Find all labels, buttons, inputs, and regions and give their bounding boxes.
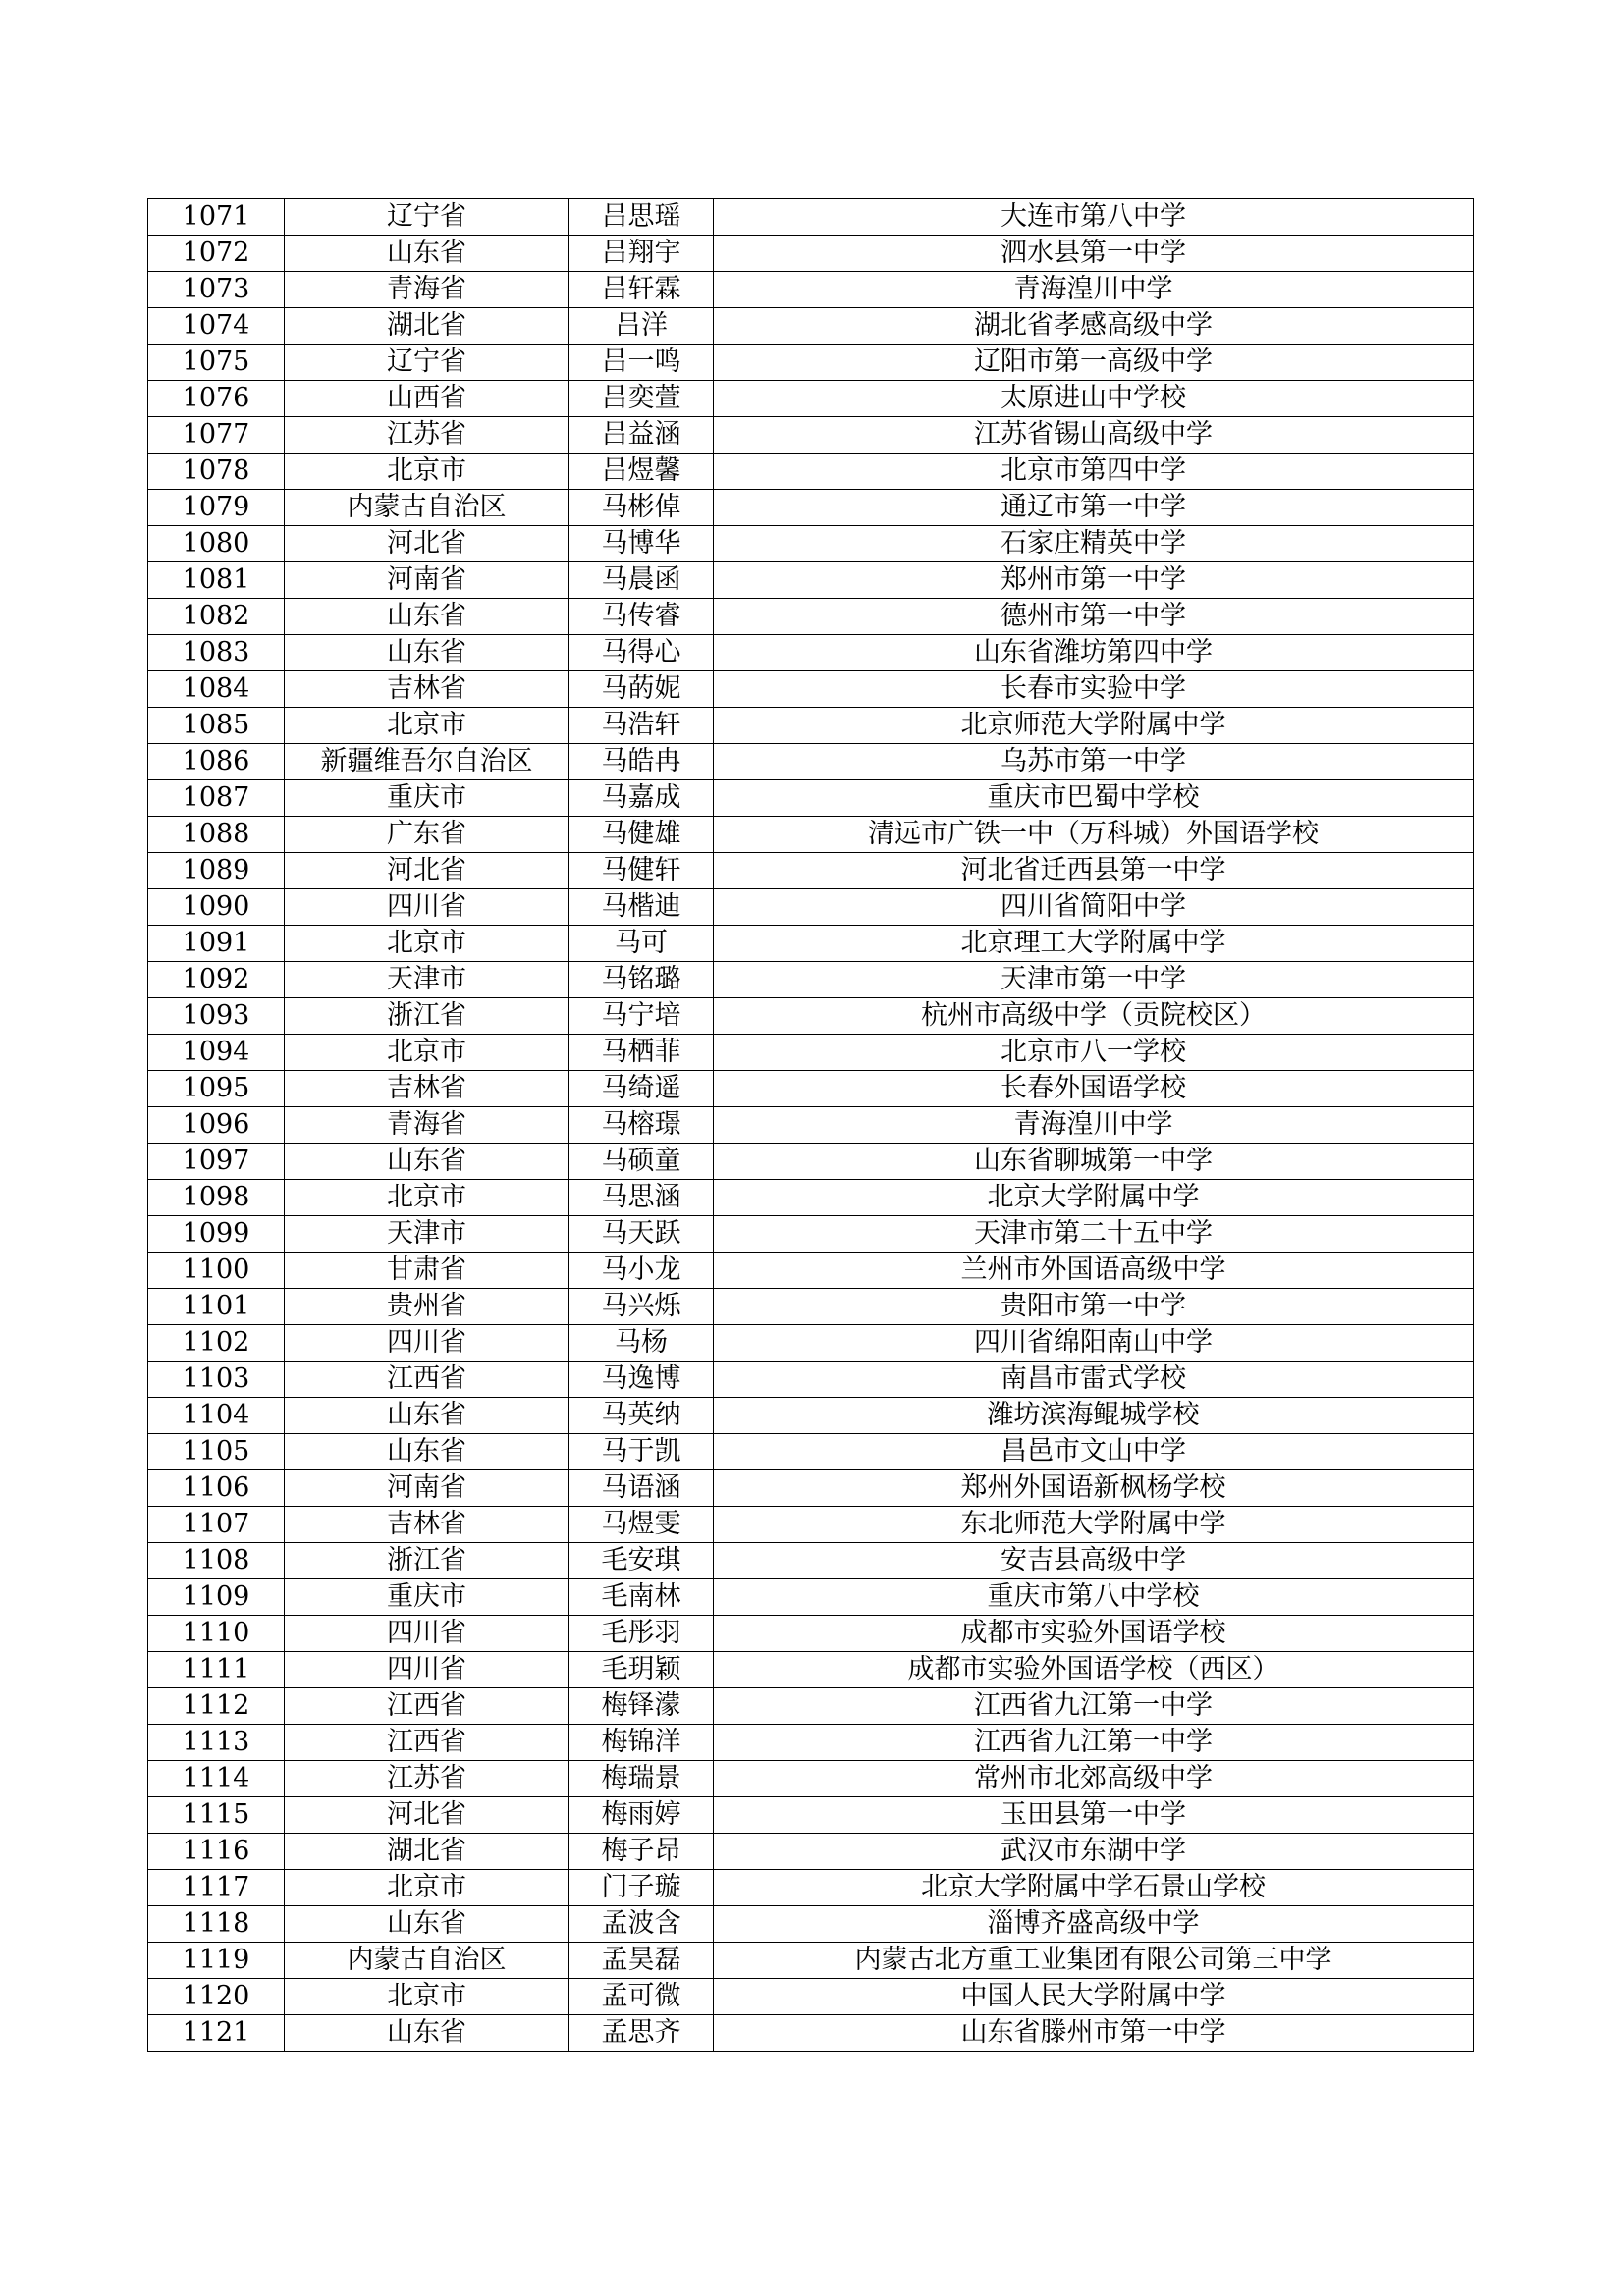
row-number-cell: 1101 [148, 1289, 285, 1325]
school-cell: 杭州市高级中学（贡院校区） [714, 998, 1474, 1035]
province-cell: 北京市 [285, 1180, 569, 1216]
student-name-cell: 毛安琪 [569, 1543, 714, 1579]
school-cell: 贵阳市第一中学 [714, 1289, 1474, 1325]
student-name-cell: 马健雄 [569, 817, 714, 853]
province-cell: 江西省 [285, 1688, 569, 1725]
row-number-cell: 1085 [148, 708, 285, 744]
row-number-cell: 1116 [148, 1834, 285, 1870]
school-cell: 天津市第二十五中学 [714, 1216, 1474, 1253]
school-cell: 北京市第四中学 [714, 454, 1474, 490]
province-cell: 青海省 [285, 272, 569, 308]
province-cell: 吉林省 [285, 671, 569, 708]
student-name-cell: 梅子昂 [569, 1834, 714, 1870]
row-number-cell: 1078 [148, 454, 285, 490]
province-cell: 山东省 [285, 2015, 569, 2052]
student-name-cell: 马嘉成 [569, 780, 714, 817]
province-cell: 山东省 [285, 1906, 569, 1943]
table-row [148, 417, 1474, 454]
student-name-cell: 吕洋 [569, 308, 714, 345]
student-name-cell: 孟思齐 [569, 2015, 714, 2052]
table-row [148, 1870, 1474, 1906]
table-row [148, 236, 1474, 272]
row-number-cell: 1081 [148, 562, 285, 599]
school-cell: 山东省聊城第一中学 [714, 1144, 1474, 1180]
row-number-cell: 1077 [148, 417, 285, 454]
school-cell: 东北师范大学附属中学 [714, 1507, 1474, 1543]
school-cell: 武汉市东湖中学 [714, 1834, 1474, 1870]
row-number-cell: 1071 [148, 199, 285, 236]
province-cell: 四川省 [285, 1652, 569, 1688]
school-cell: 山东省潍坊第四中学 [714, 635, 1474, 671]
row-number-cell: 1096 [148, 1107, 285, 1144]
school-cell: 泗水县第一中学 [714, 236, 1474, 272]
table-row [148, 1398, 1474, 1434]
student-name-cell: 马英纳 [569, 1398, 714, 1434]
row-number-cell: 1073 [148, 272, 285, 308]
province-cell: 重庆市 [285, 1579, 569, 1616]
table-row [148, 1253, 1474, 1289]
row-number-cell: 1119 [148, 1943, 285, 1979]
province-cell: 山东省 [285, 1434, 569, 1470]
student-name-cell: 马彬倬 [569, 490, 714, 526]
province-cell: 贵州省 [285, 1289, 569, 1325]
province-cell: 重庆市 [285, 780, 569, 817]
student-name-cell: 马兴烁 [569, 1289, 714, 1325]
student-name-cell: 吕益涵 [569, 417, 714, 454]
school-cell: 四川省简阳中学 [714, 889, 1474, 926]
school-cell: 长春市实验中学 [714, 671, 1474, 708]
student-name-cell: 马宁培 [569, 998, 714, 1035]
row-number-cell: 1093 [148, 998, 285, 1035]
table-row [148, 526, 1474, 562]
student-name-cell: 吕奕萱 [569, 381, 714, 417]
school-cell: 辽阳市第一高级中学 [714, 345, 1474, 381]
student-name-cell: 马传睿 [569, 599, 714, 635]
student-name-cell: 马菂妮 [569, 671, 714, 708]
row-number-cell: 1072 [148, 236, 285, 272]
student-name-cell: 马煜雯 [569, 1507, 714, 1543]
school-cell: 湖北省孝感高级中学 [714, 308, 1474, 345]
school-cell: 玉田县第一中学 [714, 1797, 1474, 1834]
province-cell: 河南省 [285, 1470, 569, 1507]
table-row [148, 889, 1474, 926]
school-cell: 淄博齐盛高级中学 [714, 1906, 1474, 1943]
table-row [148, 1906, 1474, 1943]
province-cell: 湖北省 [285, 308, 569, 345]
student-name-cell: 吕煜馨 [569, 454, 714, 490]
row-number-cell: 1113 [148, 1725, 285, 1761]
row-number-cell: 1094 [148, 1035, 285, 1071]
student-name-cell: 毛玥颖 [569, 1652, 714, 1688]
student-name-cell: 吕翔宇 [569, 236, 714, 272]
row-number-cell: 1103 [148, 1362, 285, 1398]
row-number-cell: 1095 [148, 1071, 285, 1107]
school-cell: 内蒙古北方重工业集团有限公司第三中学 [714, 1943, 1474, 1979]
table-row [148, 1325, 1474, 1362]
row-number-cell: 1109 [148, 1579, 285, 1616]
school-cell: 常州市北郊高级中学 [714, 1761, 1474, 1797]
row-number-cell: 1089 [148, 853, 285, 889]
table-row [148, 1761, 1474, 1797]
province-cell: 浙江省 [285, 1543, 569, 1579]
row-number-cell: 1090 [148, 889, 285, 926]
school-cell: 青海湟川中学 [714, 272, 1474, 308]
school-cell: 太原进山中学校 [714, 381, 1474, 417]
student-name-cell: 吕思瑶 [569, 199, 714, 236]
table-row [148, 1107, 1474, 1144]
school-cell: 安吉县高级中学 [714, 1543, 1474, 1579]
row-number-cell: 1121 [148, 2015, 285, 2052]
student-name-cell: 马博华 [569, 526, 714, 562]
student-name-cell: 马于凯 [569, 1434, 714, 1470]
row-number-cell: 1118 [148, 1906, 285, 1943]
school-cell: 昌邑市文山中学 [714, 1434, 1474, 1470]
row-number-cell: 1115 [148, 1797, 285, 1834]
student-name-cell: 马天跃 [569, 1216, 714, 1253]
row-number-cell: 1117 [148, 1870, 285, 1906]
student-name-cell: 马晨函 [569, 562, 714, 599]
school-cell: 北京市八一学校 [714, 1035, 1474, 1071]
province-cell: 湖北省 [285, 1834, 569, 1870]
table-row [148, 490, 1474, 526]
school-cell: 清远市广铁一中（万科城）外国语学校 [714, 817, 1474, 853]
student-name-cell: 孟可微 [569, 1979, 714, 2015]
student-name-cell: 马硕童 [569, 1144, 714, 1180]
row-number-cell: 1097 [148, 1144, 285, 1180]
table-row [148, 1543, 1474, 1579]
row-number-cell: 1080 [148, 526, 285, 562]
table-row [148, 1362, 1474, 1398]
row-number-cell: 1108 [148, 1543, 285, 1579]
table-row [148, 562, 1474, 599]
student-name-cell: 毛南林 [569, 1579, 714, 1616]
student-name-cell: 马语涵 [569, 1470, 714, 1507]
school-cell: 青海湟川中学 [714, 1107, 1474, 1144]
school-cell: 潍坊滨海鲲城学校 [714, 1398, 1474, 1434]
row-number-cell: 1106 [148, 1470, 285, 1507]
table-row [148, 381, 1474, 417]
row-number-cell: 1111 [148, 1652, 285, 1688]
row-number-cell: 1098 [148, 1180, 285, 1216]
row-number-cell: 1105 [148, 1434, 285, 1470]
table-row [148, 853, 1474, 889]
student-name-cell: 毛彤羽 [569, 1616, 714, 1652]
province-cell: 新疆维吾尔自治区 [285, 744, 569, 780]
province-cell: 内蒙古自治区 [285, 1943, 569, 1979]
row-number-cell: 1104 [148, 1398, 285, 1434]
school-cell: 通辽市第一中学 [714, 490, 1474, 526]
student-name-cell: 梅锦洋 [569, 1725, 714, 1761]
student-name-cell: 马逸博 [569, 1362, 714, 1398]
province-cell: 甘肃省 [285, 1253, 569, 1289]
school-cell: 兰州市外国语高级中学 [714, 1253, 1474, 1289]
table-row [148, 1652, 1474, 1688]
row-number-cell: 1120 [148, 1979, 285, 2015]
table-row [148, 1180, 1474, 1216]
student-name-cell: 马浩轩 [569, 708, 714, 744]
row-number-cell: 1084 [148, 671, 285, 708]
row-number-cell: 1082 [148, 599, 285, 635]
school-cell: 郑州外国语新枫杨学校 [714, 1470, 1474, 1507]
school-cell: 北京大学附属中学 [714, 1180, 1474, 1216]
school-cell: 北京师范大学附属中学 [714, 708, 1474, 744]
province-cell: 吉林省 [285, 1071, 569, 1107]
table-row [148, 1289, 1474, 1325]
school-cell: 中国人民大学附属中学 [714, 1979, 1474, 2015]
table-row [148, 962, 1474, 998]
province-cell: 山东省 [285, 599, 569, 635]
province-cell: 北京市 [285, 926, 569, 962]
province-cell: 天津市 [285, 1216, 569, 1253]
row-number-cell: 1079 [148, 490, 285, 526]
school-cell: 乌苏市第一中学 [714, 744, 1474, 780]
student-name-cell: 梅铎濛 [569, 1688, 714, 1725]
school-cell: 大连市第八中学 [714, 199, 1474, 236]
student-name-cell: 吕轩霖 [569, 272, 714, 308]
table-row [148, 1071, 1474, 1107]
table-row [148, 817, 1474, 853]
province-cell: 河北省 [285, 853, 569, 889]
student-name-cell: 马榕璟 [569, 1107, 714, 1144]
table-row [148, 1616, 1474, 1652]
school-cell: 北京理工大学附属中学 [714, 926, 1474, 962]
school-cell: 南昌市雷式学校 [714, 1362, 1474, 1398]
student-name-cell: 马健轩 [569, 853, 714, 889]
row-number-cell: 1091 [148, 926, 285, 962]
row-number-cell: 1087 [148, 780, 285, 817]
table-row [148, 1797, 1474, 1834]
table-row [148, 926, 1474, 962]
province-cell: 河北省 [285, 1797, 569, 1834]
row-number-cell: 1075 [148, 345, 285, 381]
student-name-cell: 马皓冉 [569, 744, 714, 780]
province-cell: 北京市 [285, 1979, 569, 2015]
table-row [148, 635, 1474, 671]
school-cell: 长春外国语学校 [714, 1071, 1474, 1107]
province-cell: 山东省 [285, 236, 569, 272]
province-cell: 青海省 [285, 1107, 569, 1144]
student-name-cell: 孟波含 [569, 1906, 714, 1943]
table-row [148, 1688, 1474, 1725]
student-name-cell: 马绮遥 [569, 1071, 714, 1107]
province-cell: 北京市 [285, 1870, 569, 1906]
province-cell: 浙江省 [285, 998, 569, 1035]
province-cell: 山东省 [285, 635, 569, 671]
province-cell: 广东省 [285, 817, 569, 853]
province-cell: 吉林省 [285, 1507, 569, 1543]
province-cell: 四川省 [285, 1325, 569, 1362]
school-cell: 江苏省锡山高级中学 [714, 417, 1474, 454]
row-number-cell: 1092 [148, 962, 285, 998]
province-cell: 四川省 [285, 1616, 569, 1652]
province-cell: 北京市 [285, 454, 569, 490]
table-row [148, 708, 1474, 744]
province-cell: 辽宁省 [285, 199, 569, 236]
school-cell: 江西省九江第一中学 [714, 1725, 1474, 1761]
province-cell: 江西省 [285, 1362, 569, 1398]
row-number-cell: 1088 [148, 817, 285, 853]
table-row [148, 199, 1474, 236]
row-number-cell: 1086 [148, 744, 285, 780]
row-number-cell: 1114 [148, 1761, 285, 1797]
table-row [148, 1725, 1474, 1761]
school-cell: 四川省绵阳南山中学 [714, 1325, 1474, 1362]
student-name-cell: 梅雨婷 [569, 1797, 714, 1834]
student-name-cell: 孟昊磊 [569, 1943, 714, 1979]
school-cell: 北京大学附属中学石景山学校 [714, 1870, 1474, 1906]
row-number-cell: 1074 [148, 308, 285, 345]
row-number-cell: 1100 [148, 1253, 285, 1289]
student-name-cell: 门子璇 [569, 1870, 714, 1906]
row-number-cell: 1112 [148, 1688, 285, 1725]
student-name-cell: 马小龙 [569, 1253, 714, 1289]
table-row [148, 599, 1474, 635]
province-cell: 河北省 [285, 526, 569, 562]
student-name-cell: 马栖菲 [569, 1035, 714, 1071]
table-row [148, 1035, 1474, 1071]
student-name-cell: 马楷迪 [569, 889, 714, 926]
school-cell: 重庆市第八中学校 [714, 1579, 1474, 1616]
school-cell: 成都市实验外国语学校（西区） [714, 1652, 1474, 1688]
table-row [148, 345, 1474, 381]
province-cell: 江苏省 [285, 1761, 569, 1797]
table-row [148, 780, 1474, 817]
province-cell: 山西省 [285, 381, 569, 417]
school-cell: 德州市第一中学 [714, 599, 1474, 635]
roster-table-body [148, 199, 1474, 2052]
school-cell: 重庆市巴蜀中学校 [714, 780, 1474, 817]
table-row [148, 272, 1474, 308]
student-name-cell: 马得心 [569, 635, 714, 671]
row-number-cell: 1107 [148, 1507, 285, 1543]
table-row [148, 2015, 1474, 2052]
table-row [148, 671, 1474, 708]
student-name-cell: 马可 [569, 926, 714, 962]
province-cell: 北京市 [285, 708, 569, 744]
table-row [148, 1579, 1474, 1616]
student-name-cell: 吕一鸣 [569, 345, 714, 381]
table-row [148, 1144, 1474, 1180]
school-cell: 天津市第一中学 [714, 962, 1474, 998]
table-row [148, 1507, 1474, 1543]
row-number-cell: 1110 [148, 1616, 285, 1652]
school-cell: 郑州市第一中学 [714, 562, 1474, 599]
table-row [148, 1434, 1474, 1470]
province-cell: 内蒙古自治区 [285, 490, 569, 526]
row-number-cell: 1083 [148, 635, 285, 671]
roster-table [147, 198, 1474, 2052]
province-cell: 四川省 [285, 889, 569, 926]
row-number-cell: 1076 [148, 381, 285, 417]
table-row [148, 1834, 1474, 1870]
school-cell: 石家庄精英中学 [714, 526, 1474, 562]
province-cell: 北京市 [285, 1035, 569, 1071]
province-cell: 山东省 [285, 1144, 569, 1180]
table-row [148, 308, 1474, 345]
student-name-cell: 马杨 [569, 1325, 714, 1362]
school-cell: 河北省迁西县第一中学 [714, 853, 1474, 889]
student-name-cell: 梅瑞景 [569, 1761, 714, 1797]
school-cell: 江西省九江第一中学 [714, 1688, 1474, 1725]
table-row [148, 744, 1474, 780]
school-cell: 成都市实验外国语学校 [714, 1616, 1474, 1652]
table-row [148, 1979, 1474, 2015]
province-cell: 河南省 [285, 562, 569, 599]
school-cell: 山东省滕州市第一中学 [714, 2015, 1474, 2052]
province-cell: 山东省 [285, 1398, 569, 1434]
student-name-cell: 马思涵 [569, 1180, 714, 1216]
table-row [148, 1470, 1474, 1507]
table-row [148, 454, 1474, 490]
table-row [148, 998, 1474, 1035]
province-cell: 天津市 [285, 962, 569, 998]
row-number-cell: 1099 [148, 1216, 285, 1253]
table-row [148, 1216, 1474, 1253]
row-number-cell: 1102 [148, 1325, 285, 1362]
province-cell: 辽宁省 [285, 345, 569, 381]
student-name-cell: 马铭璐 [569, 962, 714, 998]
province-cell: 江苏省 [285, 417, 569, 454]
province-cell: 江西省 [285, 1725, 569, 1761]
table-row [148, 1943, 1474, 1979]
